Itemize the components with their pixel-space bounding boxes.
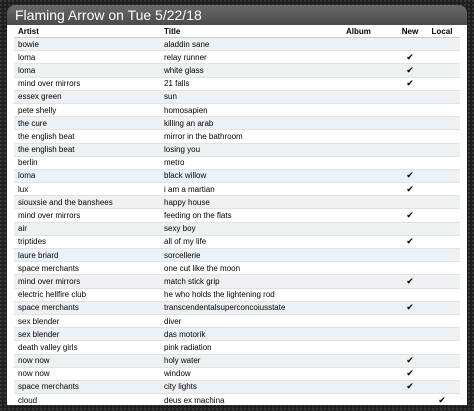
- column-header-artist[interactable]: Artist: [14, 25, 160, 38]
- local-check-icon: [424, 328, 460, 341]
- album-cell: [342, 394, 396, 405]
- album-cell: [342, 249, 396, 262]
- table-row[interactable]: [14, 394, 460, 405]
- artist-cell: essex green: [14, 90, 160, 103]
- local-check-icon: [424, 117, 460, 130]
- artist-cell: death valley girls: [14, 341, 160, 354]
- new-check-icon: [396, 262, 424, 275]
- artist-cell: berlin: [14, 156, 160, 169]
- local-check-icon: [424, 354, 460, 367]
- column-header-new[interactable]: New: [396, 25, 424, 38]
- artist-cell: loma: [14, 64, 160, 77]
- table-row[interactable]: [14, 90, 460, 103]
- title-cell: window: [160, 367, 342, 380]
- title-cell: pink radiation: [160, 341, 342, 354]
- album-cell: [342, 38, 396, 51]
- artist-cell: the english beat: [14, 143, 160, 156]
- title-cell: 21 falls: [160, 77, 342, 90]
- table-row[interactable]: [14, 314, 460, 327]
- table-row[interactable]: [14, 288, 460, 301]
- album-cell: [342, 367, 396, 380]
- artist-cell: mind over mirrors: [14, 77, 160, 90]
- local-check-icon: [424, 301, 460, 314]
- album-cell: [342, 354, 396, 367]
- local-check-icon: [424, 262, 460, 275]
- new-check-icon: ✔: [396, 301, 424, 314]
- table-row[interactable]: [14, 328, 460, 341]
- new-check-icon: ✔: [396, 367, 424, 380]
- table-row[interactable]: [14, 51, 460, 64]
- new-check-icon: [396, 394, 424, 405]
- new-check-icon: ✔: [396, 209, 424, 222]
- album-cell: [342, 103, 396, 116]
- artist-cell: loma: [14, 169, 160, 182]
- title-cell: i am a martian: [160, 183, 342, 196]
- artist-cell: siouxsie and the banshees: [14, 196, 160, 209]
- local-check-icon: ✔: [424, 394, 460, 405]
- title-cell: feeding on the flats: [160, 209, 342, 222]
- table-row[interactable]: [14, 183, 460, 196]
- local-check-icon: [424, 288, 460, 301]
- album-cell: [342, 209, 396, 222]
- local-check-icon: [424, 156, 460, 169]
- artist-cell: the cure: [14, 117, 160, 130]
- new-check-icon: [396, 38, 424, 51]
- column-header-local[interactable]: Local: [424, 25, 460, 38]
- new-check-icon: [396, 103, 424, 116]
- title-cell: one cut like the moon: [160, 262, 342, 275]
- table-row[interactable]: [14, 354, 460, 367]
- local-check-icon: [424, 90, 460, 103]
- artist-cell: lux: [14, 183, 160, 196]
- new-check-icon: ✔: [396, 183, 424, 196]
- table-row[interactable]: [14, 103, 460, 116]
- table-row[interactable]: [14, 367, 460, 380]
- local-check-icon: [424, 169, 460, 182]
- title-cell: relay runner: [160, 51, 342, 64]
- album-cell: [342, 156, 396, 169]
- local-check-icon: [424, 249, 460, 262]
- table-row[interactable]: [14, 130, 460, 143]
- album-cell: [342, 143, 396, 156]
- window-title: Flaming Arrow on Tue 5/22/18: [7, 5, 467, 25]
- album-cell: [342, 314, 396, 327]
- table-row[interactable]: [14, 249, 460, 262]
- local-check-icon: [424, 275, 460, 288]
- album-cell: [342, 275, 396, 288]
- album-cell: [342, 51, 396, 64]
- table-row[interactable]: [14, 196, 460, 209]
- artist-cell: bowie: [14, 38, 160, 51]
- table-row[interactable]: [14, 262, 460, 275]
- title-cell: happy house: [160, 196, 342, 209]
- artist-cell: now now: [14, 367, 160, 380]
- table-row[interactable]: [14, 169, 460, 182]
- album-cell: [342, 117, 396, 130]
- artist-cell: air: [14, 222, 160, 235]
- new-check-icon: [396, 341, 424, 354]
- local-check-icon: [424, 130, 460, 143]
- album-cell: [342, 90, 396, 103]
- new-check-icon: ✔: [396, 380, 424, 393]
- new-check-icon: [396, 249, 424, 262]
- local-check-icon: [424, 51, 460, 64]
- album-cell: [342, 130, 396, 143]
- local-check-icon: [424, 235, 460, 248]
- album-cell: [342, 328, 396, 341]
- title-cell: holy water: [160, 354, 342, 367]
- table-row[interactable]: [14, 64, 460, 77]
- title-cell: killing an arab: [160, 117, 342, 130]
- title-cell: sun: [160, 90, 342, 103]
- album-cell: [342, 301, 396, 314]
- new-check-icon: [396, 196, 424, 209]
- local-check-icon: [424, 64, 460, 77]
- artist-cell: pete shelly: [14, 103, 160, 116]
- playlist-rows: [14, 38, 460, 406]
- title-cell: das motorik: [160, 328, 342, 341]
- title-cell: homosapien: [160, 103, 342, 116]
- album-cell: [342, 380, 396, 393]
- table-row[interactable]: [14, 222, 460, 235]
- title-cell: match stick grip: [160, 275, 342, 288]
- artist-cell: space merchants: [14, 380, 160, 393]
- local-check-icon: [424, 209, 460, 222]
- title-cell: losing you: [160, 143, 342, 156]
- title-cell: he who holds the lightening rod: [160, 288, 342, 301]
- table-row[interactable]: [14, 301, 460, 314]
- album-cell: [342, 235, 396, 248]
- new-check-icon: ✔: [396, 64, 424, 77]
- new-check-icon: [396, 90, 424, 103]
- new-check-icon: ✔: [396, 169, 424, 182]
- title-cell: mirror in the bathroom: [160, 130, 342, 143]
- new-check-icon: [396, 328, 424, 341]
- album-cell: [342, 77, 396, 90]
- title-cell: transcendentalsuperconcoiusstate: [160, 301, 342, 314]
- artist-cell: sex blender: [14, 314, 160, 327]
- artist-cell: space merchants: [14, 262, 160, 275]
- local-check-icon: [424, 341, 460, 354]
- new-check-icon: ✔: [396, 51, 424, 64]
- local-check-icon: [424, 314, 460, 327]
- local-check-icon: [424, 38, 460, 51]
- table-header-row: [14, 25, 460, 38]
- artist-cell: the english beat: [14, 130, 160, 143]
- title-cell: all of my life: [160, 235, 342, 248]
- local-check-icon: [424, 196, 460, 209]
- column-header-album[interactable]: Album: [342, 25, 396, 38]
- local-check-icon: [424, 380, 460, 393]
- artist-cell: loma: [14, 51, 160, 64]
- title-cell: metro: [160, 156, 342, 169]
- new-check-icon: [396, 288, 424, 301]
- new-check-icon: [396, 117, 424, 130]
- title-cell: aladdin sane: [160, 38, 342, 51]
- column-header-title[interactable]: Title: [160, 25, 342, 38]
- title-cell: sexy boy: [160, 222, 342, 235]
- title-cell: deus ex machina: [160, 394, 342, 405]
- title-cell: white glass: [160, 64, 342, 77]
- new-check-icon: [396, 156, 424, 169]
- local-check-icon: [424, 183, 460, 196]
- artist-cell: now now: [14, 354, 160, 367]
- album-cell: [342, 196, 396, 209]
- table-row[interactable]: [14, 209, 460, 222]
- artist-cell: sex blender: [14, 328, 160, 341]
- artist-cell: electric hellfire club: [14, 288, 160, 301]
- artist-cell: cloud: [14, 394, 160, 405]
- local-check-icon: [424, 222, 460, 235]
- new-check-icon: [396, 143, 424, 156]
- local-check-icon: [424, 103, 460, 116]
- table-row[interactable]: [14, 341, 460, 354]
- album-cell: [342, 288, 396, 301]
- table-row[interactable]: [14, 156, 460, 169]
- table-row[interactable]: [14, 235, 460, 248]
- artist-cell: mind over mirrors: [14, 209, 160, 222]
- local-check-icon: [424, 367, 460, 380]
- new-check-icon: ✔: [396, 275, 424, 288]
- new-check-icon: [396, 130, 424, 143]
- table-row[interactable]: [14, 380, 460, 393]
- album-cell: [342, 169, 396, 182]
- album-cell: [342, 183, 396, 196]
- new-check-icon: ✔: [396, 77, 424, 90]
- playlist-table: [14, 25, 460, 405]
- new-check-icon: [396, 222, 424, 235]
- album-cell: [342, 64, 396, 77]
- artist-cell: space merchants: [14, 301, 160, 314]
- table-row[interactable]: [14, 38, 460, 51]
- album-cell: [342, 341, 396, 354]
- artist-cell: laure briard: [14, 249, 160, 262]
- new-check-icon: [396, 314, 424, 327]
- title-cell: city lights: [160, 380, 342, 393]
- artist-cell: mind over mirrors: [14, 275, 160, 288]
- table-row[interactable]: [14, 143, 460, 156]
- title-cell: diver: [160, 314, 342, 327]
- title-cell: black willow: [160, 169, 342, 182]
- artist-cell: triptides: [14, 235, 160, 248]
- new-check-icon: ✔: [396, 354, 424, 367]
- local-check-icon: [424, 143, 460, 156]
- table-row[interactable]: [14, 275, 460, 288]
- table-row[interactable]: [14, 77, 460, 90]
- playlist-panel: [7, 25, 467, 405]
- new-check-icon: ✔: [396, 235, 424, 248]
- local-check-icon: [424, 77, 460, 90]
- album-cell: [342, 222, 396, 235]
- title-cell: sorcellerie: [160, 249, 342, 262]
- album-cell: [342, 262, 396, 275]
- table-row[interactable]: [14, 117, 460, 130]
